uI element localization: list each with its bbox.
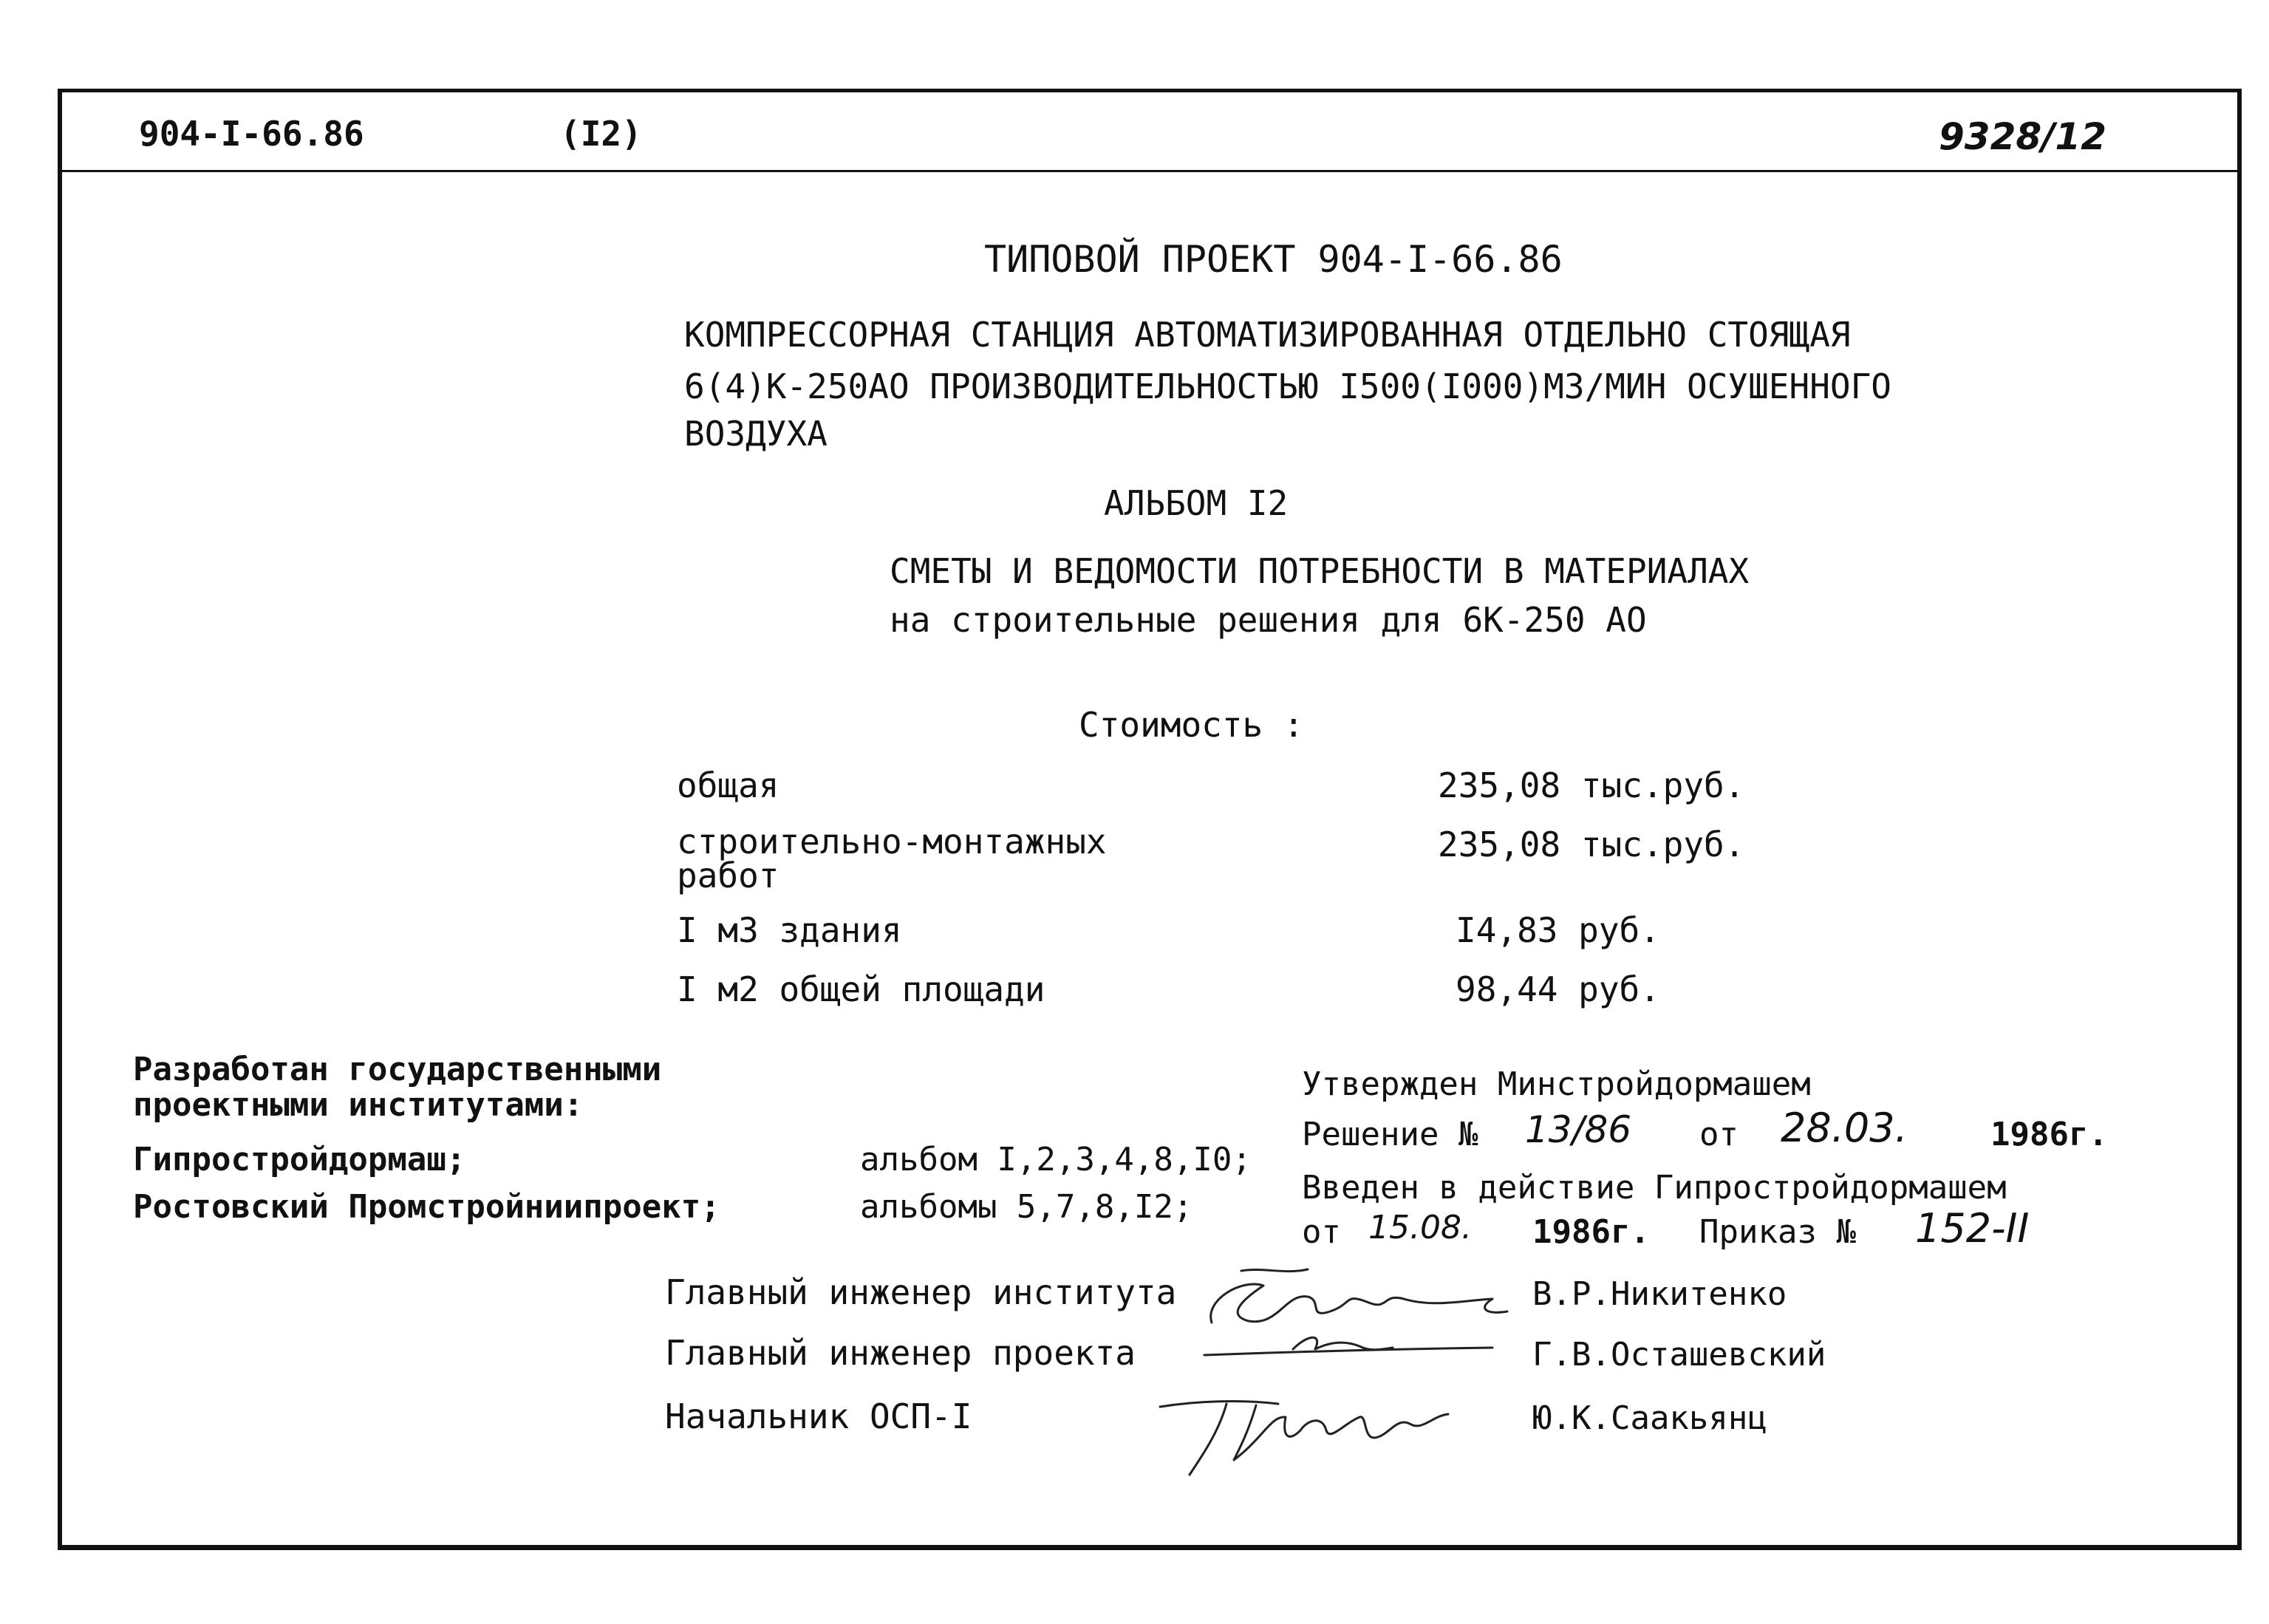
signature-mark-3 — [1138, 1371, 1478, 1482]
cost-label-per-m2: I м2 общей площади — [677, 969, 1045, 1009]
document-code: 904-I-66.86 — [139, 114, 364, 154]
institute-name-2: Ростовский Промстройниипроект; — [133, 1188, 720, 1226]
description-line-1: КОМПРЕССОРНАЯ СТАНЦИЯ АВТОМАТИЗИРОВАННАЯ ОТДЕЛЬНО СТОЯЩАЯ — [684, 315, 1851, 355]
cost-label-construction: строительно-монтажных — [677, 822, 1107, 862]
project-title: ТИПОВОЙ ПРОЕКТ 904-I-66.86 — [984, 238, 1563, 281]
decision-date: 28.03. — [1781, 1105, 1908, 1151]
decision-from-label: от — [1699, 1116, 1739, 1153]
cost-label-total: общая — [677, 765, 779, 805]
institute-name-1: Гипростройдормаш; — [133, 1141, 466, 1178]
introduction-line: Введен в действие Гипростройдормашем — [1302, 1169, 2007, 1207]
cost-value-total: 235,08 тыс.руб. — [1438, 765, 1745, 805]
approval-line: Утвержден Минстройдормашем — [1302, 1065, 1811, 1103]
introduction-date: 15.08. — [1368, 1209, 1472, 1246]
decision-number: 13/86 — [1525, 1108, 1632, 1151]
cost-label-per-m3: I м3 здания — [677, 910, 902, 950]
decision-year: 1986г. — [1990, 1116, 2108, 1153]
document-frame — [58, 89, 2242, 1550]
signature-name-1: В.Р.Никитенко — [1532, 1275, 1787, 1313]
institute-albums-1: альбом I,2,3,4,8,I0; — [860, 1141, 1252, 1178]
developers-heading-1: Разработан государственными — [133, 1051, 662, 1088]
signature-name-3: Ю.К.Саакьянц — [1532, 1399, 1767, 1437]
introduction-year: 1986г. — [1532, 1213, 1650, 1251]
signature-mark-2 — [1197, 1320, 1507, 1379]
signature-role-2: Главный инженер проекта — [665, 1333, 1136, 1373]
introduction-from-label: от — [1302, 1213, 1341, 1251]
subject-line-2: на строительные решения для 6К-250 АО — [890, 600, 1647, 640]
cost-value-per-m2: 98,44 руб. — [1456, 969, 1660, 1009]
cost-value-construction: 235,08 тыс.руб. — [1438, 825, 1745, 864]
album-title: АЛЬБОМ I2 — [1104, 483, 1289, 523]
subject-line-1: СМЕТЫ И ВЕДОМОСТИ ПОТРЕБНОСТИ В МАТЕРИАЛАХ — [890, 551, 1750, 591]
signature-role-3: Начальник ОСП-I — [665, 1396, 972, 1436]
album-code: (I2) — [560, 114, 642, 154]
description-line-2: 6(4)К-250АО ПРОИЗВОДИТЕЛЬНОСТЬЮ I500(I000)М3/МИН ОСУШЕННОГО — [684, 366, 1891, 406]
developers-heading-2: проектными институтами: — [133, 1086, 584, 1124]
cost-value-per-m3: I4,83 руб. — [1456, 910, 1660, 950]
description-line-3: ВОЗДУХА — [684, 414, 828, 454]
stamp-number: 9328/12 — [1939, 115, 2107, 158]
signature-name-2: Г.В.Осташевский — [1532, 1336, 1826, 1374]
signature-role-1: Главный инженер института — [665, 1272, 1177, 1312]
institute-albums-2: альбомы 5,7,8,I2; — [860, 1188, 1193, 1226]
order-number: 152-II — [1915, 1205, 2030, 1252]
order-label: Приказ № — [1699, 1213, 1856, 1251]
decision-label: Решение № — [1302, 1116, 1478, 1153]
header-rule — [58, 170, 2242, 172]
cost-label-construction-2: работ — [677, 856, 779, 895]
cost-heading: Стоимость : — [1079, 705, 1304, 745]
